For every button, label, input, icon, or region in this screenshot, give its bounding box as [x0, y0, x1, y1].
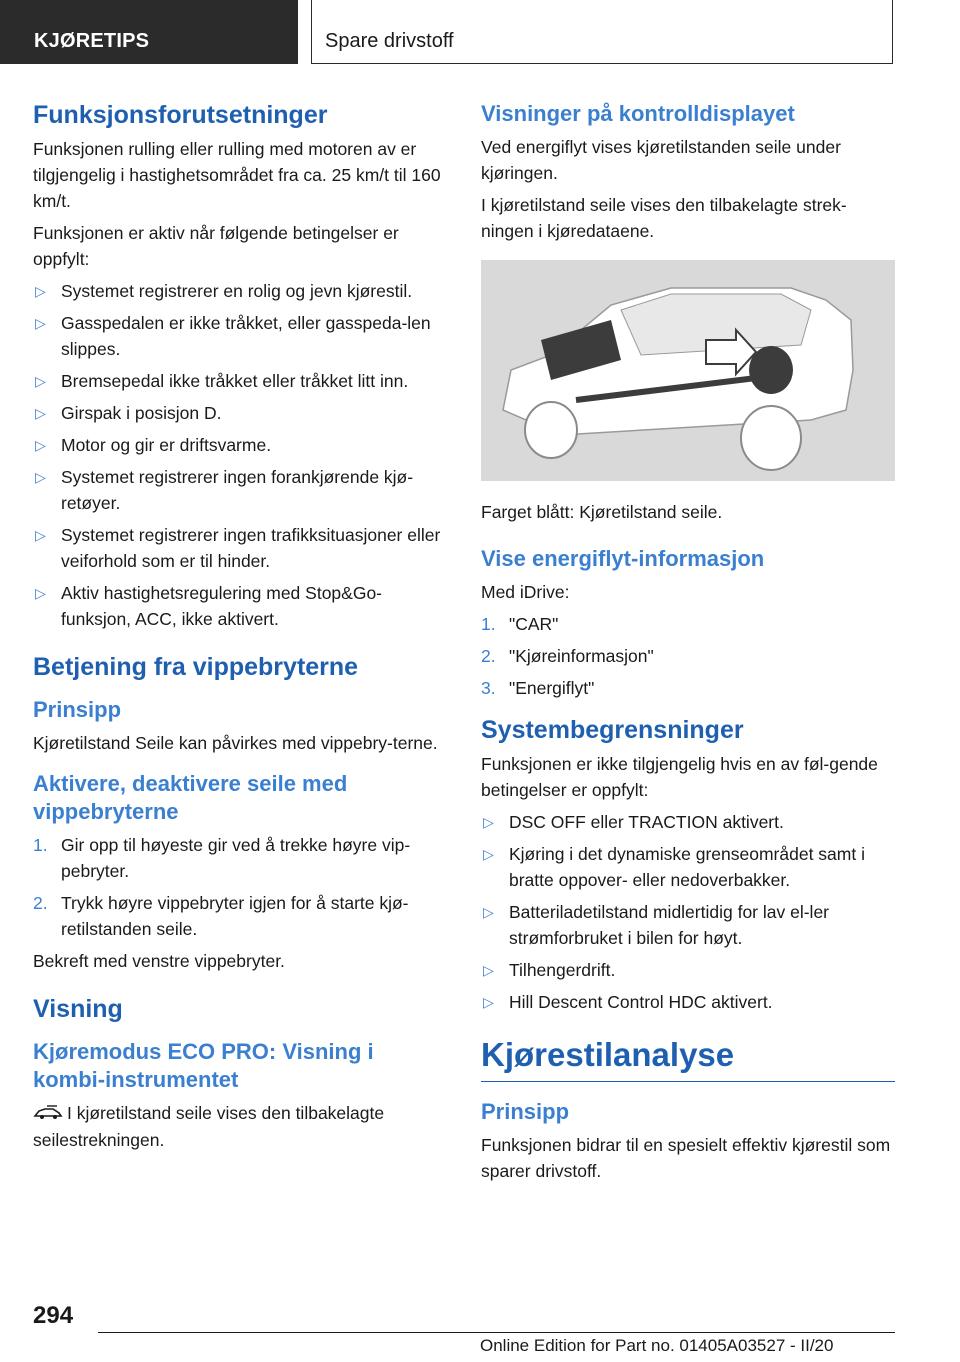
list-item: ▷ Girspak i posisjon D. — [33, 400, 448, 426]
steps-list — [33, 832, 448, 942]
triangle-bullet-icon: ▷ — [483, 814, 494, 830]
triangle-bullet-icon: ▷ — [483, 846, 494, 862]
list-item: ▷ Aktiv hastighetsregulering med Stop&Go-funksjon, ACC, ikke aktivert. — [33, 580, 448, 632]
list-item: ▷ Gasspedalen er ikke tråkket, eller gasspeda-len slippes. — [33, 310, 448, 362]
limits-list — [481, 809, 895, 1015]
coasting-car-icon — [33, 1101, 63, 1127]
heading-aktivere-deaktivere: Aktivere, deaktivere seile med vippebryterne — [33, 771, 348, 824]
paragraph-with-icon: I kjøretilstand seile vises den tilbakelagte seilestrekningen. — [33, 1103, 385, 1151]
triangle-bullet-icon: ▷ — [35, 315, 46, 331]
heading-eco-pro-visning: Kjøremodus ECO PRO: Visning i kombi-instrumentet — [33, 1039, 374, 1092]
list-item: ▷ Tilhengerdrift. — [481, 957, 895, 983]
paragraph: Funksjonen rulling eller rulling med motoren av er tilgjengelig i hastighetsområdet fra ca. 25 km/t til 160 km/t. — [33, 139, 441, 211]
triangle-bullet-icon: ▷ — [483, 994, 494, 1010]
triangle-bullet-icon: ▷ — [35, 527, 46, 543]
footer-edition: Online Edition for Part no. 01405A03527 - II/20 — [480, 1336, 834, 1355]
list-item: ▷ DSC OFF eller TRACTION aktivert. — [481, 809, 895, 835]
paragraph: Funksjonen er aktiv når følgende betingelser er oppfylt: — [33, 223, 399, 269]
header-topic-label: Spare drivstoff — [325, 30, 454, 52]
triangle-bullet-icon: ▷ — [35, 585, 46, 601]
list-item: ▷ Hill Descent Control HDC aktivert. — [481, 989, 895, 1015]
paragraph: Funksjonen bidrar til en spesielt effektiv kjørestil som sparer drivstoff. — [481, 1135, 891, 1181]
list-item: ▷ Kjøring i det dynamiske grenseområdet samt i bratte oppover- eller nedoverbakker. — [481, 841, 895, 893]
heading-prinsipp: Prinsipp — [481, 1099, 570, 1124]
heading-funksjonsforutsetninger: Funksjonsforutsetninger — [33, 101, 328, 129]
paragraph: Ved energiflyt vises kjøretilstanden seile under kjøringen. — [481, 137, 841, 183]
heading-prinsipp: Prinsipp — [33, 697, 122, 722]
footer-divider — [98, 1332, 895, 1333]
section-divider — [481, 1081, 895, 1082]
triangle-bullet-icon: ▷ — [35, 373, 46, 389]
header-topic-tab — [311, 0, 893, 64]
triangle-bullet-icon: ▷ — [483, 904, 494, 920]
list-item: ▷ Bremsepedal ikke tråkket eller tråkket litt inn. — [33, 368, 448, 394]
heading-visning: Visning — [33, 995, 123, 1023]
header-section-label: KJØRETIPS — [34, 30, 150, 52]
paragraph: Med iDrive: — [481, 582, 570, 602]
heading-betjening: Betjening fra vippebryterne — [33, 653, 359, 681]
triangle-bullet-icon: ▷ — [35, 405, 46, 421]
header-section-tab — [0, 0, 298, 64]
car-drivetrain-figure — [481, 260, 895, 481]
heading-visninger-kontrolldisplay: Visninger på kontrolldisplayet — [481, 101, 795, 126]
list-item: 2. Trykk høyre vippebryter igjen for å starte kjø-retilstanden seile. — [33, 893, 409, 939]
left-column — [33, 100, 448, 1159]
list-item: 1. "CAR" — [481, 614, 559, 634]
triangle-bullet-icon: ▷ — [35, 437, 46, 453]
paragraph: I kjøretilstand seile vises den tilbakelagte strek-ningen i kjøredataene. — [481, 195, 847, 241]
list-item: 3. "Energiflyt" — [481, 678, 595, 698]
car-illustration-icon — [481, 260, 895, 481]
paragraph: Funksjonen er ikke tilgjengelig hvis en av føl-gende betingelser er oppfylt: — [481, 754, 878, 800]
heading-vise-energiflyt: Vise energiflyt-informasjon — [481, 546, 765, 571]
paragraph: Kjøretilstand Seile kan påvirkes med vippebry-terne. — [33, 733, 438, 753]
list-item: ▷ Motor og gir er driftsvarme. — [33, 432, 448, 458]
list-item: ▷ Systemet registrerer ingen forankjørende kjø-retøyer. — [33, 464, 448, 516]
list-item: 2. "Kjøreinformasjon" — [481, 646, 654, 666]
conditions-list — [33, 278, 448, 632]
paragraph: Bekreft med venstre vippebryter. — [33, 951, 285, 971]
list-item: 1. Gir opp til høyeste gir ved å trekke høyre vip-pebryter. — [33, 835, 411, 881]
menu-steps-list — [481, 611, 895, 701]
triangle-bullet-icon: ▷ — [483, 962, 494, 978]
list-item: ▷ Systemet registrerer ingen trafikksituasjoner eller veiforhold som er til hinder. — [33, 522, 448, 574]
figure-caption: Farget blått: Kjøretilstand seile. — [481, 502, 723, 522]
right-column — [481, 100, 895, 1190]
triangle-bullet-icon: ▷ — [35, 469, 46, 485]
list-item: ▷ Batteriladetilstand midlertidig for lav el-ler strømforbruket i bilen for høyt. — [481, 899, 895, 951]
heading-kjorestilanalyse: Kjørestilanalyse — [481, 1036, 735, 1073]
list-item: ▷ Systemet registrerer en rolig og jevn kjørestil. — [33, 278, 448, 304]
heading-systembegrensninger: Systembegrensninger — [481, 716, 744, 744]
page-number: 294 — [33, 1302, 74, 1329]
triangle-bullet-icon: ▷ — [35, 283, 46, 299]
